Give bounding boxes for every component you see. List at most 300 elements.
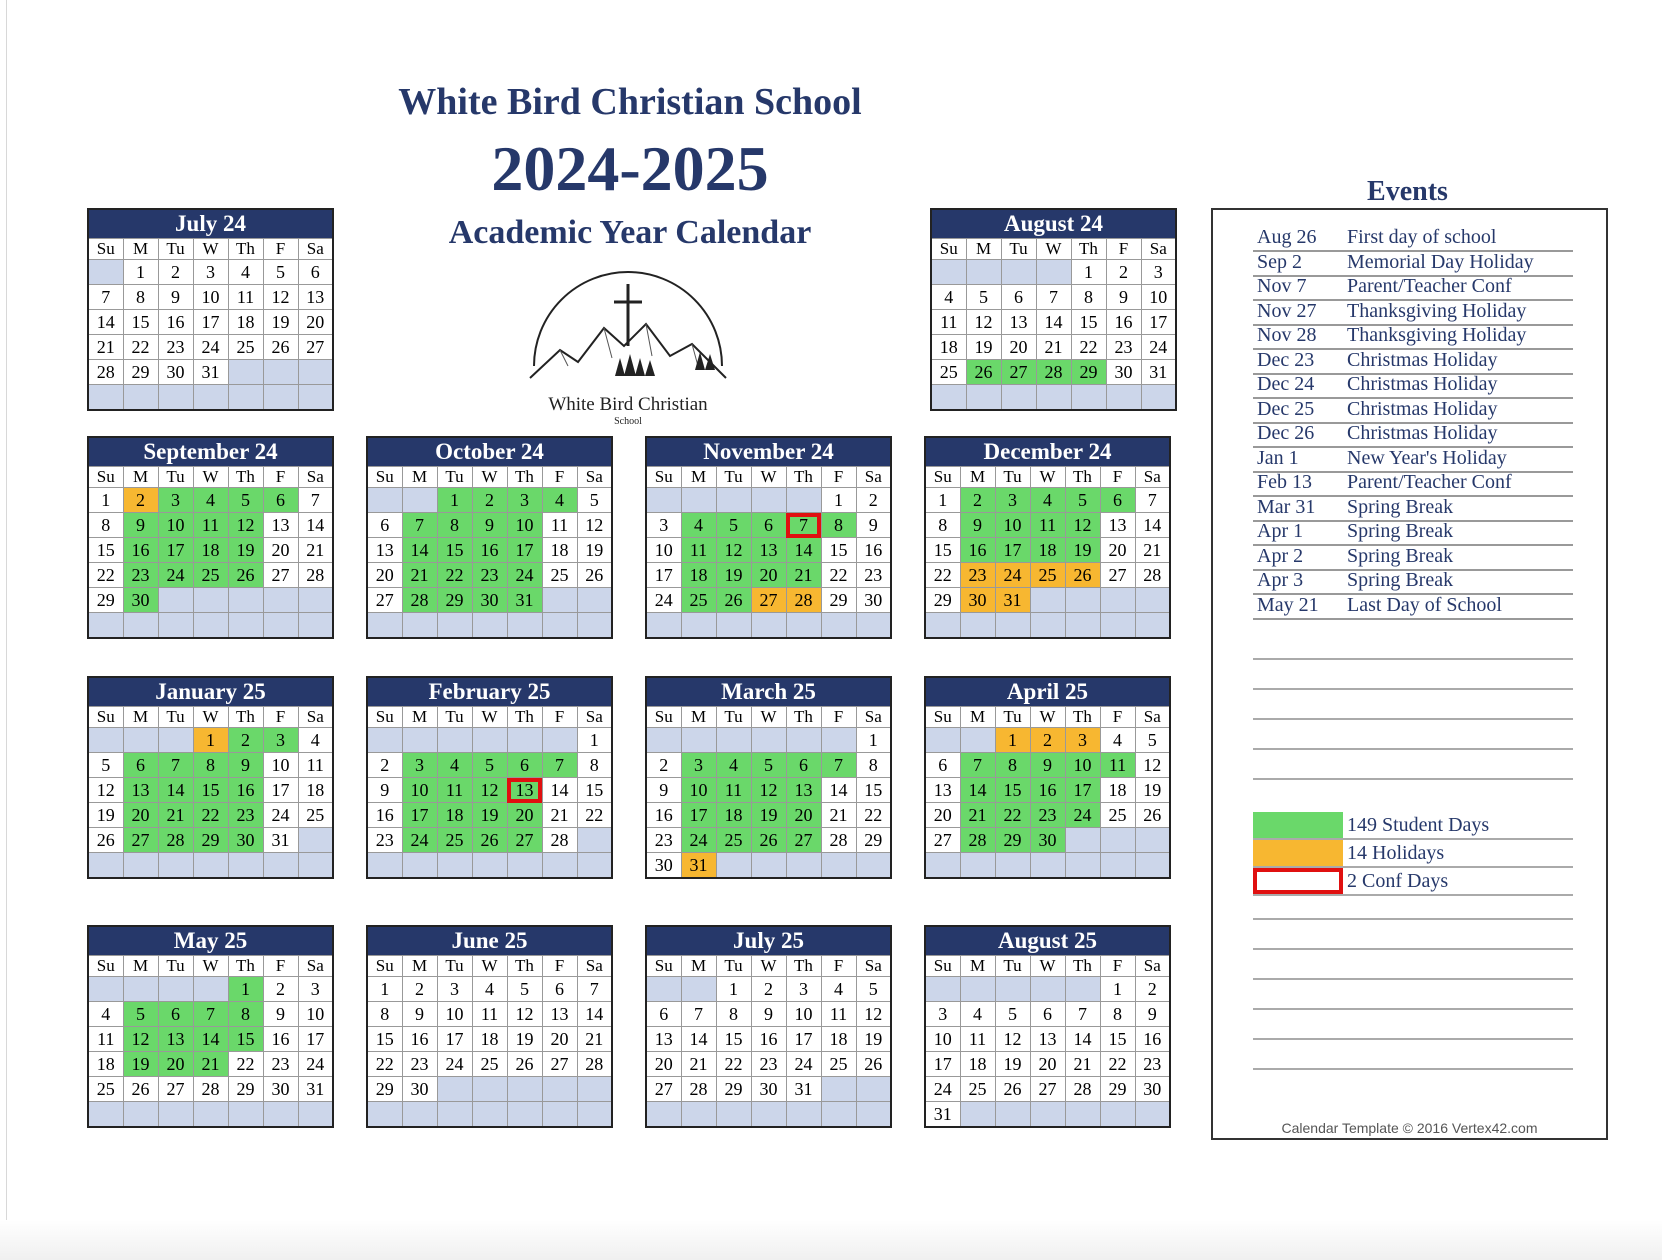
empty-day-cell <box>1135 1102 1170 1128</box>
day-cell: 23 <box>751 1052 786 1077</box>
day-cell: 22 <box>856 803 891 828</box>
day-cell: 28 <box>1036 360 1071 385</box>
day-cell: 21 <box>402 563 437 588</box>
weekday-header: Th <box>228 956 263 977</box>
empty-day-cell <box>1071 385 1106 411</box>
weekday-header: W <box>751 956 786 977</box>
month-title: November 24 <box>646 437 891 467</box>
day-cell: 13 <box>507 778 542 803</box>
day-cell: 12 <box>507 1002 542 1027</box>
legend-conf-days-label: 2 Conf Days <box>1347 870 1449 892</box>
day-cell: 6 <box>646 1002 681 1027</box>
event-date: Jan 1 <box>1257 446 1299 469</box>
event-row <box>1253 226 1573 252</box>
month-title: August 25 <box>925 926 1170 956</box>
empty-day-cell <box>437 613 472 639</box>
legend-conf-days <box>1253 868 1573 896</box>
day-cell: 30 <box>960 588 995 613</box>
empty-day-cell <box>158 385 193 411</box>
day-cell: 14 <box>158 778 193 803</box>
weekday-header: W <box>193 956 228 977</box>
day-cell: 30 <box>856 588 891 613</box>
day-cell: 1 <box>856 728 891 753</box>
day-cell: 1 <box>577 728 612 753</box>
day-cell: 26 <box>228 563 263 588</box>
day-cell: 12 <box>472 778 507 803</box>
day-cell: 8 <box>1100 1002 1135 1027</box>
empty-day-cell <box>158 613 193 639</box>
day-cell: 5 <box>88 753 123 778</box>
day-cell: 22 <box>1071 335 1106 360</box>
month-title: July 25 <box>646 926 891 956</box>
empty-day-cell <box>542 1102 577 1128</box>
empty-day-cell <box>158 853 193 879</box>
day-cell: 6 <box>123 753 158 778</box>
empty-day-cell <box>1001 260 1036 285</box>
day-cell: 30 <box>1030 828 1065 853</box>
empty-day-cell <box>1030 853 1065 879</box>
day-cell: 14 <box>1135 513 1170 538</box>
logo-text: White Bird Christian <box>548 394 708 415</box>
day-cell: 2 <box>751 977 786 1002</box>
day-cell: 20 <box>646 1052 681 1077</box>
day-cell: 17 <box>925 1052 960 1077</box>
day-cell: 26 <box>856 1052 891 1077</box>
day-cell: 8 <box>437 513 472 538</box>
weekday-header: Tu <box>437 467 472 488</box>
day-cell: 21 <box>298 538 333 563</box>
empty-day-cell <box>1065 977 1100 1002</box>
empty-day-cell <box>158 1102 193 1128</box>
empty-day-cell <box>1030 1102 1065 1128</box>
weekday-header: Th <box>507 956 542 977</box>
day-cell: 31 <box>786 1077 821 1102</box>
day-cell: 28 <box>577 1052 612 1077</box>
day-cell: 9 <box>751 1002 786 1027</box>
day-cell: 25 <box>960 1077 995 1102</box>
empty-day-cell <box>960 977 995 1002</box>
month-january-25 <box>87 676 334 879</box>
empty-day-cell <box>298 613 333 639</box>
day-cell: 18 <box>960 1052 995 1077</box>
day-cell: 30 <box>472 588 507 613</box>
event-name: Parent/Teacher Conf <box>1347 471 1512 493</box>
empty-day-cell <box>158 588 193 613</box>
day-cell: 17 <box>402 803 437 828</box>
day-cell: 2 <box>123 488 158 513</box>
day-cell: 21 <box>1036 335 1071 360</box>
day-cell: 21 <box>960 803 995 828</box>
empty-day-cell <box>507 1102 542 1128</box>
day-cell: 13 <box>925 778 960 803</box>
day-cell: 28 <box>1065 1077 1100 1102</box>
event-name: Last Day of School <box>1347 593 1502 616</box>
day-cell: 14 <box>681 1027 716 1052</box>
day-cell: 14 <box>1065 1027 1100 1052</box>
event-date: Apr 3 <box>1257 569 1304 591</box>
event-row <box>1253 594 1573 620</box>
month-august-24 <box>930 208 1177 411</box>
empty-day-cell <box>1135 613 1170 639</box>
day-cell: 13 <box>158 1027 193 1052</box>
day-cell: 7 <box>1036 285 1071 310</box>
day-cell: 25 <box>298 803 333 828</box>
day-cell: 4 <box>437 753 472 778</box>
month-september-24 <box>87 436 334 639</box>
empty-day-cell <box>228 853 263 879</box>
empty-day-cell <box>437 728 472 753</box>
day-cell: 31 <box>925 1102 960 1128</box>
empty-day-cell <box>821 1077 856 1102</box>
day-cell: 13 <box>751 538 786 563</box>
weekday-header: Su <box>925 707 960 728</box>
day-cell: 2 <box>263 977 298 1002</box>
weekday-header: F <box>1100 467 1135 488</box>
day-cell: 4 <box>821 977 856 1002</box>
weekday-header: W <box>1030 956 1065 977</box>
empty-day-cell <box>925 728 960 753</box>
empty-day-cell <box>1065 1102 1100 1128</box>
weekday-header: F <box>263 707 298 728</box>
day-cell: 16 <box>960 538 995 563</box>
event-name: Christmas Holiday <box>1347 373 1498 395</box>
day-cell: 17 <box>1065 778 1100 803</box>
day-cell: 27 <box>298 335 333 360</box>
day-cell: 15 <box>577 778 612 803</box>
day-cell: 14 <box>193 1027 228 1052</box>
weekday-header: Sa <box>1135 467 1170 488</box>
month-title: March 25 <box>646 677 891 707</box>
empty-day-cell <box>472 613 507 639</box>
day-cell: 8 <box>193 753 228 778</box>
empty-day-cell <box>646 977 681 1002</box>
day-cell: 16 <box>123 538 158 563</box>
day-cell: 18 <box>542 538 577 563</box>
day-cell: 12 <box>856 1002 891 1027</box>
logo-subtext: School <box>614 416 642 427</box>
day-cell: 21 <box>193 1052 228 1077</box>
day-cell: 28 <box>158 828 193 853</box>
day-cell: 2 <box>472 488 507 513</box>
empty-day-cell <box>821 1102 856 1128</box>
day-cell: 27 <box>646 1077 681 1102</box>
day-cell: 17 <box>646 563 681 588</box>
day-cell: 16 <box>1135 1027 1170 1052</box>
empty-day-cell <box>472 1102 507 1128</box>
event-name: New Year's Holiday <box>1347 446 1507 469</box>
event-name: First day of school <box>1347 226 1497 248</box>
empty-day-cell <box>193 853 228 879</box>
day-cell: 17 <box>437 1027 472 1052</box>
day-cell: 6 <box>786 753 821 778</box>
month-title: August 24 <box>931 209 1176 239</box>
day-cell: 6 <box>542 977 577 1002</box>
day-cell: 21 <box>1065 1052 1100 1077</box>
empty-day-cell <box>1135 588 1170 613</box>
empty-day-cell <box>716 1102 751 1128</box>
day-cell: 20 <box>925 803 960 828</box>
day-cell: 23 <box>856 563 891 588</box>
day-cell: 31 <box>995 588 1030 613</box>
day-cell: 16 <box>228 778 263 803</box>
day-cell: 30 <box>1135 1077 1170 1102</box>
day-cell: 19 <box>507 1027 542 1052</box>
day-cell: 19 <box>263 310 298 335</box>
weekday-header: W <box>472 956 507 977</box>
empty-day-cell <box>925 977 960 1002</box>
day-cell: 5 <box>263 260 298 285</box>
day-cell: 30 <box>646 853 681 879</box>
day-cell: 26 <box>751 828 786 853</box>
day-cell: 15 <box>193 778 228 803</box>
event-date: Dec 26 <box>1257 422 1315 444</box>
day-cell: 10 <box>437 1002 472 1027</box>
day-cell: 31 <box>1141 360 1176 385</box>
weekday-header: Su <box>925 956 960 977</box>
empty-day-cell <box>542 853 577 879</box>
empty-day-cell <box>856 613 891 639</box>
empty-day-cell <box>367 728 402 753</box>
day-cell: 17 <box>995 538 1030 563</box>
day-cell: 25 <box>931 360 966 385</box>
weekday-header: Th <box>1065 956 1100 977</box>
day-cell: 7 <box>1065 1002 1100 1027</box>
day-cell: 8 <box>228 1002 263 1027</box>
day-cell: 14 <box>960 778 995 803</box>
day-cell: 4 <box>193 488 228 513</box>
day-cell: 17 <box>193 310 228 335</box>
day-cell: 27 <box>367 588 402 613</box>
weekday-header: Tu <box>158 956 193 977</box>
day-cell: 5 <box>751 753 786 778</box>
day-cell: 19 <box>577 538 612 563</box>
day-cell: 31 <box>298 1077 333 1102</box>
day-cell: 1 <box>716 977 751 1002</box>
event-row <box>1253 275 1573 301</box>
blank-event-line <box>1253 748 1573 750</box>
day-cell: 19 <box>228 538 263 563</box>
day-cell: 6 <box>1100 488 1135 513</box>
day-cell: 1 <box>193 728 228 753</box>
day-cell: 5 <box>966 285 1001 310</box>
weekday-header: Tu <box>716 956 751 977</box>
empty-day-cell <box>646 728 681 753</box>
event-row <box>1253 569 1573 595</box>
day-cell: 19 <box>966 335 1001 360</box>
day-cell: 12 <box>228 513 263 538</box>
day-cell: 8 <box>925 513 960 538</box>
day-cell: 20 <box>158 1052 193 1077</box>
empty-day-cell <box>263 360 298 385</box>
day-cell: 13 <box>542 1002 577 1027</box>
day-cell: 25 <box>228 335 263 360</box>
day-cell: 29 <box>437 588 472 613</box>
blank-event-line <box>1253 778 1573 780</box>
weekday-header: F <box>263 467 298 488</box>
day-cell: 24 <box>1065 803 1100 828</box>
empty-day-cell <box>960 853 995 879</box>
weekday-header: Th <box>1071 239 1106 260</box>
day-cell: 17 <box>158 538 193 563</box>
month-june-25 <box>366 925 613 1128</box>
weekday-header: Tu <box>1001 239 1036 260</box>
day-cell: 1 <box>437 488 472 513</box>
empty-day-cell <box>786 613 821 639</box>
empty-day-cell <box>681 488 716 513</box>
weekday-header: W <box>751 467 786 488</box>
day-cell: 22 <box>123 335 158 360</box>
empty-day-cell <box>88 728 123 753</box>
blank-event-line <box>1253 1068 1573 1070</box>
events-panel <box>1211 208 1608 1140</box>
day-cell: 12 <box>995 1027 1030 1052</box>
day-cell: 16 <box>856 538 891 563</box>
day-cell: 25 <box>193 563 228 588</box>
day-cell: 5 <box>507 977 542 1002</box>
event-row <box>1253 398 1573 424</box>
weekday-header: Sa <box>577 707 612 728</box>
day-cell: 16 <box>158 310 193 335</box>
empty-day-cell <box>786 1102 821 1128</box>
empty-day-cell <box>751 488 786 513</box>
day-cell: 17 <box>786 1027 821 1052</box>
weekday-header: M <box>960 956 995 977</box>
day-cell: 7 <box>821 753 856 778</box>
day-cell: 11 <box>1100 753 1135 778</box>
day-cell: 6 <box>1001 285 1036 310</box>
day-cell: 12 <box>716 538 751 563</box>
empty-day-cell <box>123 385 158 411</box>
day-cell: 9 <box>402 1002 437 1027</box>
month-july-24 <box>87 208 334 411</box>
day-cell: 9 <box>960 513 995 538</box>
weekday-header: Sa <box>856 467 891 488</box>
day-cell: 11 <box>193 513 228 538</box>
empty-day-cell <box>577 853 612 879</box>
legend-student-days-label: 149 Student Days <box>1347 814 1490 836</box>
day-cell: 25 <box>716 828 751 853</box>
event-date: Dec 23 <box>1257 348 1315 371</box>
day-cell: 18 <box>1030 538 1065 563</box>
day-cell: 28 <box>960 828 995 853</box>
empty-day-cell <box>298 385 333 411</box>
empty-day-cell <box>437 1077 472 1102</box>
event-row <box>1253 324 1573 350</box>
weekday-header: F <box>821 956 856 977</box>
weekday-header: Su <box>367 467 402 488</box>
empty-day-cell <box>193 613 228 639</box>
day-cell: 1 <box>367 977 402 1002</box>
day-cell: 19 <box>995 1052 1030 1077</box>
empty-day-cell <box>402 853 437 879</box>
empty-day-cell <box>960 613 995 639</box>
day-cell: 11 <box>472 1002 507 1027</box>
empty-day-cell <box>577 613 612 639</box>
day-cell: 18 <box>931 335 966 360</box>
event-row <box>1253 422 1573 448</box>
day-cell: 24 <box>263 803 298 828</box>
day-cell: 16 <box>402 1027 437 1052</box>
weekday-header: Sa <box>298 239 333 260</box>
event-date: Dec 25 <box>1257 397 1315 420</box>
month-october-24 <box>366 436 613 639</box>
day-cell: 3 <box>786 977 821 1002</box>
day-cell: 25 <box>1100 803 1135 828</box>
day-cell: 9 <box>123 513 158 538</box>
weekday-header: F <box>1100 956 1135 977</box>
event-name: Spring Break <box>1347 544 1454 567</box>
empty-day-cell <box>472 853 507 879</box>
empty-day-cell <box>402 488 437 513</box>
weekday-header: Sa <box>577 467 612 488</box>
day-cell: 23 <box>1030 803 1065 828</box>
day-cell: 23 <box>646 828 681 853</box>
day-cell: 29 <box>1100 1077 1135 1102</box>
empty-day-cell <box>577 1102 612 1128</box>
empty-day-cell <box>1036 260 1071 285</box>
empty-day-cell <box>716 728 751 753</box>
weekday-header: F <box>821 467 856 488</box>
weekday-header: Tu <box>995 707 1030 728</box>
day-cell: 30 <box>228 828 263 853</box>
day-cell: 1 <box>995 728 1030 753</box>
day-cell: 3 <box>298 977 333 1002</box>
day-cell: 16 <box>472 538 507 563</box>
month-december-24 <box>924 436 1171 639</box>
month-november-24 <box>645 436 892 639</box>
day-cell: 24 <box>925 1077 960 1102</box>
empty-day-cell <box>786 488 821 513</box>
weekday-header: Sa <box>856 707 891 728</box>
day-cell: 14 <box>298 513 333 538</box>
day-cell: 12 <box>577 513 612 538</box>
day-cell: 1 <box>1071 260 1106 285</box>
empty-day-cell <box>1030 977 1065 1002</box>
day-cell: 8 <box>88 513 123 538</box>
day-cell: 25 <box>437 828 472 853</box>
month-title: September 24 <box>88 437 333 467</box>
day-cell: 26 <box>1065 563 1100 588</box>
weekday-header: Th <box>786 467 821 488</box>
weekday-header: Tu <box>158 467 193 488</box>
day-cell: 16 <box>751 1027 786 1052</box>
day-cell: 13 <box>1100 513 1135 538</box>
day-cell: 15 <box>1071 310 1106 335</box>
day-cell: 26 <box>123 1077 158 1102</box>
day-cell: 7 <box>960 753 995 778</box>
empty-day-cell <box>681 1102 716 1128</box>
day-cell: 30 <box>751 1077 786 1102</box>
empty-day-cell <box>263 1102 298 1128</box>
day-cell: 8 <box>577 753 612 778</box>
day-cell: 10 <box>925 1027 960 1052</box>
event-date: Nov 27 <box>1257 299 1317 322</box>
day-cell: 3 <box>646 513 681 538</box>
day-cell: 24 <box>193 335 228 360</box>
empty-day-cell <box>193 588 228 613</box>
day-cell: 8 <box>856 753 891 778</box>
empty-day-cell <box>966 260 1001 285</box>
day-cell: 29 <box>995 828 1030 853</box>
day-cell: 29 <box>367 1077 402 1102</box>
day-cell: 8 <box>716 1002 751 1027</box>
day-cell: 20 <box>298 310 333 335</box>
empty-day-cell <box>123 728 158 753</box>
day-cell: 23 <box>263 1052 298 1077</box>
day-cell: 30 <box>402 1077 437 1102</box>
day-cell: 15 <box>856 778 891 803</box>
day-cell: 14 <box>577 1002 612 1027</box>
